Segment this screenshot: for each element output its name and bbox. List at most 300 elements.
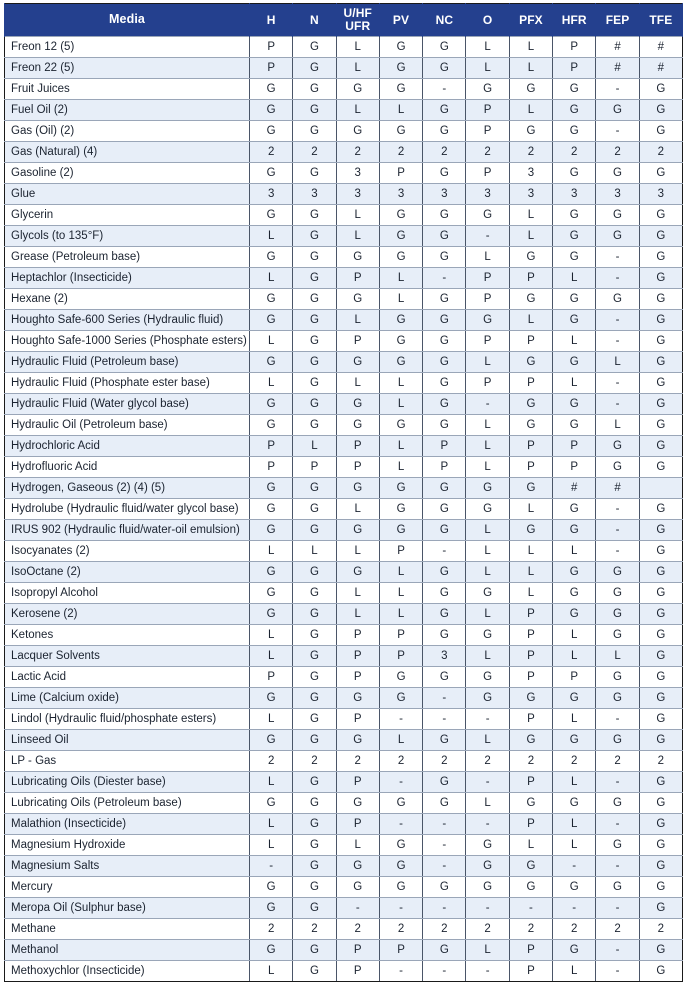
rating-cell-fep: - bbox=[596, 520, 639, 541]
rating-cell-hfr: G bbox=[553, 604, 596, 625]
rating-cell-pv: G bbox=[379, 331, 422, 352]
rating-cell-fep: 2 bbox=[596, 142, 639, 163]
table-row[interactable] bbox=[5, 877, 683, 898]
rating-cell-pfx: G bbox=[509, 793, 552, 814]
rating-cell-h: G bbox=[250, 205, 293, 226]
rating-cell-pfx: G bbox=[509, 79, 552, 100]
rating-cell-uhf: 3 bbox=[336, 184, 379, 205]
table-row[interactable] bbox=[5, 961, 683, 982]
rating-cell-fep: - bbox=[596, 940, 639, 961]
rating-cell-n: G bbox=[293, 688, 336, 709]
rating-cell-h: L bbox=[250, 226, 293, 247]
rating-cell-n: G bbox=[293, 709, 336, 730]
table-row[interactable] bbox=[5, 814, 683, 835]
rating-cell-n: L bbox=[293, 541, 336, 562]
media-name-cell: Fruit Juices bbox=[5, 79, 250, 100]
rating-cell-pfx: 2 bbox=[509, 919, 552, 940]
table-row[interactable] bbox=[5, 289, 683, 310]
column-header-pfx[interactable] bbox=[509, 4, 552, 37]
table-row[interactable] bbox=[5, 415, 683, 436]
table-row[interactable] bbox=[5, 457, 683, 478]
rating-cell-n: G bbox=[293, 730, 336, 751]
rating-cell-pv: G bbox=[379, 352, 422, 373]
rating-cell-n: 2 bbox=[293, 919, 336, 940]
column-header-o[interactable] bbox=[466, 4, 509, 37]
rating-cell-pv: G bbox=[379, 37, 422, 58]
media-name-cell: Mercury bbox=[5, 877, 250, 898]
table-row[interactable] bbox=[5, 646, 683, 667]
rating-cell-hfr: L bbox=[553, 268, 596, 289]
rating-cell-tfe: G bbox=[639, 310, 682, 331]
rating-cell-nc: G bbox=[423, 121, 466, 142]
rating-cell-hfr: P bbox=[553, 457, 596, 478]
rating-cell-pfx: 2 bbox=[509, 142, 552, 163]
rating-cell-n: G bbox=[293, 835, 336, 856]
rating-cell-hfr: L bbox=[553, 709, 596, 730]
rating-cell-hfr: G bbox=[553, 499, 596, 520]
rating-cell-fep: - bbox=[596, 394, 639, 415]
table-row[interactable] bbox=[5, 310, 683, 331]
table-row[interactable] bbox=[5, 625, 683, 646]
rating-cell-pfx: P bbox=[509, 961, 552, 982]
column-header-label: Media bbox=[109, 12, 145, 27]
rating-cell-fep: 3 bbox=[596, 184, 639, 205]
rating-cell-fep: - bbox=[596, 247, 639, 268]
table-row[interactable] bbox=[5, 394, 683, 415]
rating-cell-h: L bbox=[250, 646, 293, 667]
rating-cell-tfe: 3 bbox=[639, 184, 682, 205]
rating-cell-pfx: P bbox=[509, 268, 552, 289]
rating-cell-hfr: 2 bbox=[553, 142, 596, 163]
rating-cell-pfx: - bbox=[509, 898, 552, 919]
rating-cell-h: G bbox=[250, 604, 293, 625]
table-row[interactable] bbox=[5, 184, 683, 205]
rating-cell-h: 3 bbox=[250, 184, 293, 205]
rating-cell-h: L bbox=[250, 961, 293, 982]
media-name-cell: Methane bbox=[5, 919, 250, 940]
rating-cell-pv: P bbox=[379, 541, 422, 562]
table-row[interactable] bbox=[5, 919, 683, 940]
rating-cell-h: P bbox=[250, 436, 293, 457]
rating-cell-n: G bbox=[293, 478, 336, 499]
rating-cell-uhf: G bbox=[336, 730, 379, 751]
media-name-cell: Magnesium Salts bbox=[5, 856, 250, 877]
rating-cell-fep: 2 bbox=[596, 751, 639, 772]
rating-cell-hfr: G bbox=[553, 100, 596, 121]
media-name-cell: Hydraulic Fluid (Petroleum base) bbox=[5, 352, 250, 373]
rating-cell-o: 2 bbox=[466, 751, 509, 772]
table-row[interactable] bbox=[5, 352, 683, 373]
rating-cell-pv: G bbox=[379, 79, 422, 100]
column-header-sublabel: UFR bbox=[345, 19, 371, 33]
rating-cell-o: L bbox=[466, 730, 509, 751]
rating-cell-pv: G bbox=[379, 310, 422, 331]
rating-cell-o: - bbox=[466, 226, 509, 247]
rating-cell-tfe: G bbox=[639, 163, 682, 184]
rating-cell-n: G bbox=[293, 331, 336, 352]
rating-cell-nc: G bbox=[423, 37, 466, 58]
rating-cell-pv: P bbox=[379, 163, 422, 184]
media-name-cell: Freon 22 (5) bbox=[5, 58, 250, 79]
rating-cell-tfe: G bbox=[639, 268, 682, 289]
table-row[interactable] bbox=[5, 226, 683, 247]
rating-cell-hfr: L bbox=[553, 814, 596, 835]
rating-cell-nc: G bbox=[423, 310, 466, 331]
rating-cell-h: G bbox=[250, 520, 293, 541]
rating-cell-pv: L bbox=[379, 583, 422, 604]
rating-cell-pfx: P bbox=[509, 436, 552, 457]
rating-cell-hfr: L bbox=[553, 961, 596, 982]
rating-cell-n: G bbox=[293, 205, 336, 226]
rating-cell-o: - bbox=[466, 814, 509, 835]
rating-cell-o: - bbox=[466, 709, 509, 730]
column-header-uhf[interactable] bbox=[336, 4, 379, 37]
rating-cell-pv: - bbox=[379, 772, 422, 793]
rating-cell-tfe: G bbox=[639, 520, 682, 541]
rating-cell-pv: - bbox=[379, 898, 422, 919]
rating-cell-tfe: G bbox=[639, 457, 682, 478]
rating-cell-h: G bbox=[250, 100, 293, 121]
rating-cell-o: L bbox=[466, 793, 509, 814]
table-row[interactable] bbox=[5, 541, 683, 562]
media-name-cell: Malathion (Insecticide) bbox=[5, 814, 250, 835]
rating-cell-o: G bbox=[466, 625, 509, 646]
table-row[interactable] bbox=[5, 142, 683, 163]
media-name-cell: Methanol bbox=[5, 940, 250, 961]
media-name-cell: Gas (Oil) (2) bbox=[5, 121, 250, 142]
rating-cell-fep: - bbox=[596, 772, 639, 793]
rating-cell-h: G bbox=[250, 499, 293, 520]
column-header-fep[interactable] bbox=[596, 4, 639, 37]
rating-cell-pv: L bbox=[379, 730, 422, 751]
rating-cell-n: G bbox=[293, 394, 336, 415]
table-row[interactable] bbox=[5, 79, 683, 100]
media-name-cell: Gas (Natural) (4) bbox=[5, 142, 250, 163]
rating-cell-nc: G bbox=[423, 352, 466, 373]
rating-cell-tfe bbox=[639, 478, 682, 499]
rating-cell-pfx: L bbox=[509, 205, 552, 226]
media-name-cell: Fuel Oil (2) bbox=[5, 100, 250, 121]
rating-cell-fep: 2 bbox=[596, 919, 639, 940]
rating-cell-tfe: G bbox=[639, 709, 682, 730]
rating-cell-pfx: L bbox=[509, 310, 552, 331]
rating-cell-h: G bbox=[250, 940, 293, 961]
rating-cell-o: L bbox=[466, 436, 509, 457]
rating-cell-h: G bbox=[250, 394, 293, 415]
table-row[interactable] bbox=[5, 331, 683, 352]
rating-cell-n: 3 bbox=[293, 184, 336, 205]
rating-cell-uhf: L bbox=[336, 58, 379, 79]
rating-cell-uhf: L bbox=[336, 37, 379, 58]
rating-cell-fep: G bbox=[596, 625, 639, 646]
rating-cell-hfr: 2 bbox=[553, 919, 596, 940]
rating-cell-n: G bbox=[293, 772, 336, 793]
rating-cell-tfe: G bbox=[639, 352, 682, 373]
table-row[interactable] bbox=[5, 247, 683, 268]
rating-cell-pv: G bbox=[379, 856, 422, 877]
rating-cell-n: G bbox=[293, 247, 336, 268]
column-header-pv[interactable] bbox=[379, 4, 422, 37]
rating-cell-h: L bbox=[250, 625, 293, 646]
rating-cell-n: G bbox=[293, 268, 336, 289]
rating-cell-fep: L bbox=[596, 352, 639, 373]
rating-cell-n: G bbox=[293, 940, 336, 961]
rating-cell-tfe: G bbox=[639, 583, 682, 604]
rating-cell-o: - bbox=[466, 394, 509, 415]
rating-cell-tfe: G bbox=[639, 625, 682, 646]
rating-cell-h: P bbox=[250, 37, 293, 58]
rating-cell-uhf: P bbox=[336, 667, 379, 688]
media-name-cell: Lubricating Oils (Petroleum base) bbox=[5, 793, 250, 814]
rating-cell-uhf: G bbox=[336, 520, 379, 541]
rating-cell-hfr: G bbox=[553, 310, 596, 331]
rating-cell-uhf: P bbox=[336, 268, 379, 289]
rating-cell-n: G bbox=[293, 226, 336, 247]
rating-cell-h: G bbox=[250, 562, 293, 583]
rating-cell-n: G bbox=[293, 625, 336, 646]
rating-cell-nc: - bbox=[423, 268, 466, 289]
table-row[interactable] bbox=[5, 100, 683, 121]
rating-cell-pfx: L bbox=[509, 835, 552, 856]
column-header-tfe[interactable] bbox=[639, 4, 682, 37]
rating-cell-pv: G bbox=[379, 121, 422, 142]
rating-cell-pv: G bbox=[379, 58, 422, 79]
rating-cell-o: P bbox=[466, 373, 509, 394]
rating-cell-pfx: P bbox=[509, 604, 552, 625]
rating-cell-uhf: G bbox=[336, 79, 379, 100]
rating-cell-uhf: L bbox=[336, 499, 379, 520]
rating-cell-o: L bbox=[466, 58, 509, 79]
rating-cell-n: 2 bbox=[293, 142, 336, 163]
rating-cell-h: G bbox=[250, 793, 293, 814]
rating-cell-pfx: G bbox=[509, 856, 552, 877]
table-row[interactable] bbox=[5, 205, 683, 226]
column-header-hfr[interactable] bbox=[553, 4, 596, 37]
media-name-cell: Hydraulic Fluid (Water glycol base) bbox=[5, 394, 250, 415]
rating-cell-o: L bbox=[466, 520, 509, 541]
column-header-h[interactable] bbox=[250, 4, 293, 37]
rating-cell-uhf: P bbox=[336, 436, 379, 457]
rating-cell-fep: - bbox=[596, 331, 639, 352]
table-row[interactable] bbox=[5, 793, 683, 814]
rating-cell-o: G bbox=[466, 79, 509, 100]
rating-cell-hfr: L bbox=[553, 331, 596, 352]
table-row[interactable] bbox=[5, 499, 683, 520]
rating-cell-n: G bbox=[293, 289, 336, 310]
rating-cell-h: G bbox=[250, 877, 293, 898]
column-header-nc[interactable] bbox=[423, 4, 466, 37]
rating-cell-n: G bbox=[293, 58, 336, 79]
rating-cell-nc: G bbox=[423, 163, 466, 184]
rating-cell-o: G bbox=[466, 478, 509, 499]
rating-cell-nc: G bbox=[423, 499, 466, 520]
media-name-cell: Hydraulic Fluid (Phosphate ester base) bbox=[5, 373, 250, 394]
rating-cell-pfx: P bbox=[509, 814, 552, 835]
media-name-cell: Kerosene (2) bbox=[5, 604, 250, 625]
rating-cell-uhf: 3 bbox=[336, 163, 379, 184]
table-row[interactable] bbox=[5, 751, 683, 772]
table-row[interactable] bbox=[5, 268, 683, 289]
rating-cell-n: G bbox=[293, 352, 336, 373]
table-row[interactable] bbox=[5, 772, 683, 793]
rating-cell-pfx: G bbox=[509, 247, 552, 268]
rating-cell-hfr: G bbox=[553, 79, 596, 100]
rating-cell-o: G bbox=[466, 856, 509, 877]
column-header-label: TFE bbox=[649, 12, 673, 27]
rating-cell-nc: G bbox=[423, 100, 466, 121]
rating-cell-uhf: P bbox=[336, 625, 379, 646]
rating-cell-uhf: L bbox=[336, 835, 379, 856]
media-name-cell: Lacquer Solvents bbox=[5, 646, 250, 667]
table-row[interactable] bbox=[5, 121, 683, 142]
rating-cell-hfr: L bbox=[553, 646, 596, 667]
rating-cell-uhf: L bbox=[336, 100, 379, 121]
table-row[interactable] bbox=[5, 898, 683, 919]
rating-cell-tfe: G bbox=[639, 856, 682, 877]
rating-cell-pfx: P bbox=[509, 646, 552, 667]
rating-cell-tfe: G bbox=[639, 415, 682, 436]
rating-cell-hfr: G bbox=[553, 730, 596, 751]
rating-cell-o: G bbox=[466, 667, 509, 688]
table-row[interactable] bbox=[5, 37, 683, 58]
rating-cell-h: G bbox=[250, 121, 293, 142]
rating-cell-nc: G bbox=[423, 604, 466, 625]
table-row[interactable] bbox=[5, 667, 683, 688]
rating-cell-uhf: - bbox=[336, 898, 379, 919]
table-row[interactable] bbox=[5, 835, 683, 856]
table-row[interactable] bbox=[5, 604, 683, 625]
rating-cell-o: - bbox=[466, 772, 509, 793]
rating-cell-n: G bbox=[293, 163, 336, 184]
table-row[interactable] bbox=[5, 583, 683, 604]
rating-cell-pv: G bbox=[379, 877, 422, 898]
rating-cell-uhf: G bbox=[336, 394, 379, 415]
rating-cell-fep: G bbox=[596, 226, 639, 247]
rating-cell-fep: G bbox=[596, 688, 639, 709]
rating-cell-hfr: G bbox=[553, 352, 596, 373]
rating-cell-nc: G bbox=[423, 415, 466, 436]
rating-cell-h: G bbox=[250, 415, 293, 436]
rating-cell-o: L bbox=[466, 37, 509, 58]
table-row[interactable] bbox=[5, 478, 683, 499]
rating-cell-uhf: G bbox=[336, 877, 379, 898]
rating-cell-pv: P bbox=[379, 625, 422, 646]
column-header-label: U/HF bbox=[343, 6, 372, 21]
rating-cell-uhf: P bbox=[336, 814, 379, 835]
rating-cell-pfx: G bbox=[509, 121, 552, 142]
rating-cell-pv: L bbox=[379, 289, 422, 310]
rating-cell-h: P bbox=[250, 667, 293, 688]
media-name-cell: Hexane (2) bbox=[5, 289, 250, 310]
media-name-cell: Hydrofluoric Acid bbox=[5, 457, 250, 478]
rating-cell-hfr: G bbox=[553, 163, 596, 184]
table-row[interactable] bbox=[5, 562, 683, 583]
rating-cell-pv: L bbox=[379, 604, 422, 625]
rating-cell-n: G bbox=[293, 877, 336, 898]
rating-cell-nc: G bbox=[423, 205, 466, 226]
rating-cell-tfe: G bbox=[639, 541, 682, 562]
table-row[interactable] bbox=[5, 436, 683, 457]
rating-cell-pfx: L bbox=[509, 499, 552, 520]
rating-cell-n: G bbox=[293, 310, 336, 331]
rating-cell-tfe: G bbox=[639, 436, 682, 457]
rating-cell-uhf: L bbox=[336, 541, 379, 562]
rating-cell-hfr: - bbox=[553, 856, 596, 877]
rating-cell-n: G bbox=[293, 667, 336, 688]
rating-cell-pfx: 3 bbox=[509, 184, 552, 205]
rating-cell-o: L bbox=[466, 604, 509, 625]
column-header-label: NC bbox=[435, 12, 454, 27]
rating-cell-tfe: G bbox=[639, 100, 682, 121]
rating-cell-h: G bbox=[250, 163, 293, 184]
rating-cell-n: G bbox=[293, 898, 336, 919]
rating-cell-pv: G bbox=[379, 835, 422, 856]
rating-cell-uhf: L bbox=[336, 205, 379, 226]
rating-cell-hfr: 3 bbox=[553, 184, 596, 205]
table-row[interactable] bbox=[5, 163, 683, 184]
rating-cell-o: L bbox=[466, 940, 509, 961]
table-row[interactable] bbox=[5, 856, 683, 877]
rating-cell-hfr: G bbox=[553, 289, 596, 310]
rating-cell-n: G bbox=[293, 121, 336, 142]
table-row[interactable] bbox=[5, 373, 683, 394]
rating-cell-fep: - bbox=[596, 541, 639, 562]
rating-cell-hfr: - bbox=[553, 898, 596, 919]
rating-cell-tfe: G bbox=[639, 877, 682, 898]
rating-cell-pv: G bbox=[379, 478, 422, 499]
rating-cell-hfr: G bbox=[553, 394, 596, 415]
table-row[interactable] bbox=[5, 709, 683, 730]
rating-cell-o: G bbox=[466, 877, 509, 898]
table-row[interactable] bbox=[5, 730, 683, 751]
rating-cell-n: G bbox=[293, 646, 336, 667]
rating-cell-o: P bbox=[466, 289, 509, 310]
column-header-label: N bbox=[310, 12, 319, 27]
table-row[interactable] bbox=[5, 520, 683, 541]
table-row[interactable] bbox=[5, 940, 683, 961]
rating-cell-hfr: L bbox=[553, 625, 596, 646]
media-name-cell: Lubricating Oils (Diester base) bbox=[5, 772, 250, 793]
column-header-label: H bbox=[266, 12, 276, 27]
rating-cell-h: G bbox=[250, 898, 293, 919]
rating-cell-uhf: P bbox=[336, 331, 379, 352]
column-header-n[interactable] bbox=[293, 4, 336, 37]
rating-cell-n: L bbox=[293, 436, 336, 457]
table-row[interactable] bbox=[5, 688, 683, 709]
rating-cell-n: P bbox=[293, 457, 336, 478]
rating-cell-pv: G bbox=[379, 667, 422, 688]
column-header-label: PV bbox=[392, 12, 410, 27]
rating-cell-fep: - bbox=[596, 499, 639, 520]
rating-cell-h: L bbox=[250, 268, 293, 289]
rating-cell-fep: G bbox=[596, 877, 639, 898]
rating-cell-o: P bbox=[466, 121, 509, 142]
rating-cell-fep: - bbox=[596, 961, 639, 982]
rating-cell-h: L bbox=[250, 373, 293, 394]
rating-cell-uhf: L bbox=[336, 373, 379, 394]
rating-cell-pfx: G bbox=[509, 415, 552, 436]
rating-cell-nc: G bbox=[423, 730, 466, 751]
rating-cell-tfe: # bbox=[639, 58, 682, 79]
rating-cell-uhf: G bbox=[336, 415, 379, 436]
rating-cell-nc: P bbox=[423, 457, 466, 478]
rating-cell-h: G bbox=[250, 583, 293, 604]
column-header-media[interactable] bbox=[5, 4, 250, 37]
rating-cell-fep: G bbox=[596, 562, 639, 583]
rating-cell-pfx: P bbox=[509, 709, 552, 730]
table-row[interactable] bbox=[5, 58, 683, 79]
rating-cell-pfx: G bbox=[509, 289, 552, 310]
